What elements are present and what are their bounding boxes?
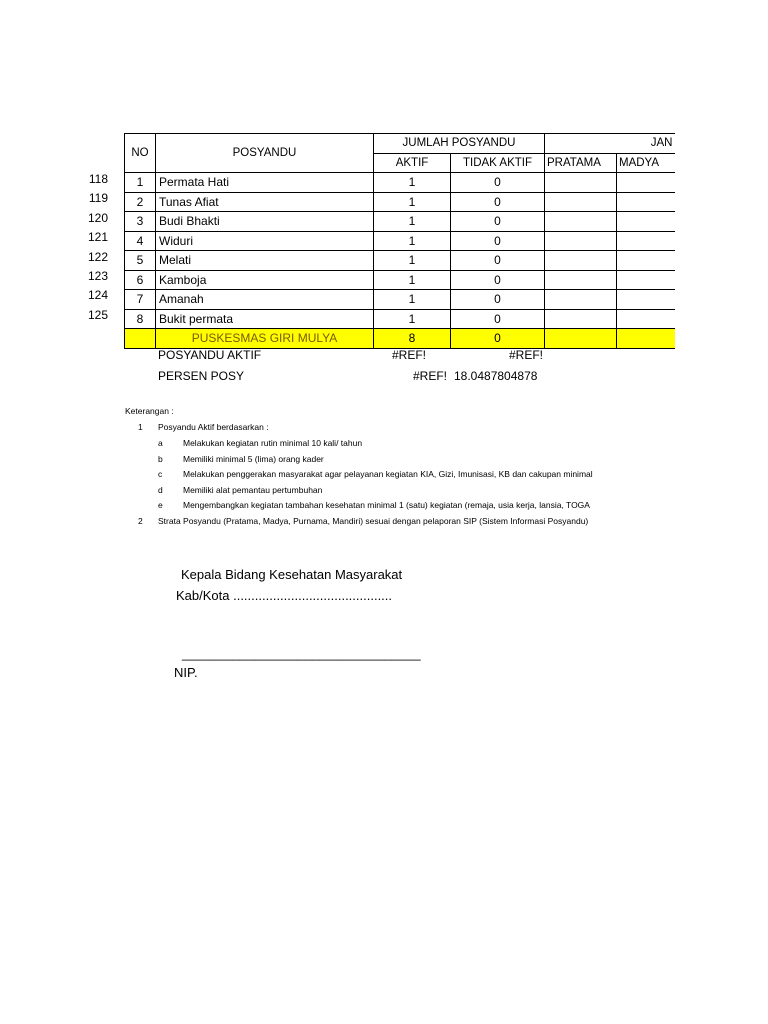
row-aktif: 1: [374, 290, 451, 310]
row-posyandu-name: Tunas Afiat: [156, 192, 374, 212]
row-madya: [617, 192, 675, 212]
total-aktif: 8: [374, 329, 451, 349]
keterangan-sub-text: Melakukan penggerakan masyarakat agar pelayanan kegiatan KIA, Gizi, Imunisasi, KB dan cakupan minimal: [183, 469, 593, 480]
table-row: [125, 251, 675, 271]
table-row: [125, 309, 675, 329]
row-tidak-aktif: 0: [451, 251, 545, 271]
total-madya: [617, 329, 675, 349]
row-pratama: [545, 251, 617, 271]
sheet-row-number: 120: [87, 210, 108, 225]
posyandu-aktif-label: POSYANDU AKTIF: [158, 348, 262, 362]
total-row: [125, 329, 675, 349]
row-posyandu-name: Melati: [156, 251, 374, 271]
row-posyandu-name: Kamboja: [156, 270, 374, 290]
row-posyandu-name: Budi Bhakti: [156, 212, 374, 232]
keterangan-item2-no: 2: [138, 516, 143, 526]
row-no: 2: [125, 192, 156, 212]
row-no: 8: [125, 309, 156, 329]
keterangan-title: Keterangan :: [125, 406, 174, 416]
keterangan-sub-text: Memiliki minimal 5 (lima) orang kader: [183, 453, 324, 464]
keterangan-item2-text: Strata Posyandu (Pratama, Madya, Purnama, Mandiri) sesuai dengan pelaporan SIP (Sistem Informasi Posyandu): [158, 516, 589, 526]
header-tidak-aktif: TIDAK AKTIF: [451, 153, 545, 173]
header-aktif: AKTIF: [374, 153, 451, 173]
row-no: 3: [125, 212, 156, 232]
row-madya: [617, 251, 675, 271]
row-no: 5: [125, 251, 156, 271]
posyandu-aktif-value-2: #REF!: [509, 348, 544, 362]
sheet-row-number: 122: [87, 249, 108, 264]
row-posyandu-name: Widuri: [156, 231, 374, 251]
row-aktif: 1: [374, 270, 451, 290]
header-no: NO: [125, 134, 156, 173]
row-aktif: 1: [374, 231, 451, 251]
row-pratama: [545, 192, 617, 212]
row-no: 6: [125, 270, 156, 290]
row-tidak-aktif: 0: [451, 212, 545, 232]
sheet-row-number: 123: [87, 269, 108, 283]
signature-kab-kota: Kab/Kota ............................................: [176, 588, 393, 603]
table-row: [125, 270, 675, 290]
sheet-row-number: 125: [87, 307, 108, 322]
total-pratama: [545, 329, 617, 349]
row-madya: [617, 290, 675, 310]
row-madya: [617, 309, 675, 329]
header-posyandu: POSYANDU: [156, 134, 374, 173]
row-pratama: [545, 173, 617, 193]
row-tidak-aktif: 0: [451, 290, 545, 310]
sheet-row-number: 119: [88, 191, 108, 206]
header-jumlah-posyandu: JUMLAH POSYANDU: [374, 134, 545, 154]
row-posyandu-name: Bukit permata: [156, 309, 374, 329]
row-pratama: [545, 309, 617, 329]
row-aktif: 1: [374, 212, 451, 232]
sheet-row-number: 121: [87, 230, 108, 245]
signature-title: Kepala Bidang Kesehatan Masyarakat: [181, 567, 403, 582]
keterangan-item1-text: Posyandu Aktif berdasarkan :: [158, 422, 269, 432]
row-tidak-aktif: 0: [451, 309, 545, 329]
row-pratama: [545, 290, 617, 310]
table-row: [125, 192, 675, 212]
sheet-row-number: 118: [88, 172, 108, 186]
keterangan-sub-text: Mengembangkan kegiatan tambahan kesehatan minimal 1 (satu) kegiatan (remaja, usia kerja, lansia, TOGA: [183, 500, 590, 511]
row-madya: [617, 231, 675, 251]
keterangan-item1-no: 1: [138, 422, 143, 432]
row-aktif: 1: [374, 309, 451, 329]
row-posyandu-name: Amanah: [156, 290, 374, 310]
row-pratama: [545, 212, 617, 232]
keterangan-sub-key: e: [158, 500, 163, 511]
header-pratama: PRATAMA: [545, 153, 617, 173]
total-tidak-aktif: 0: [451, 329, 545, 349]
persen-posy-value-1: #REF!: [413, 369, 448, 383]
row-pratama: [545, 231, 617, 251]
total-no-cell: [125, 329, 156, 349]
row-no: 1: [125, 173, 156, 193]
keterangan-sub-key: a: [158, 438, 163, 448]
row-tidak-aktif: 0: [451, 192, 545, 212]
row-no: 4: [125, 231, 156, 251]
signature-nip: NIP.: [174, 665, 198, 680]
sheet-row-number: 124: [87, 288, 108, 303]
persen-posy-value-2: 18.0487804878: [454, 369, 538, 383]
row-aktif: 1: [374, 251, 451, 271]
header-madya: MADYA: [617, 153, 675, 173]
table-row: [125, 290, 675, 310]
row-madya: [617, 212, 675, 232]
keterangan-sub-text: Memiliki alat pemantau pertumbuhan: [183, 484, 323, 495]
row-pratama: [545, 270, 617, 290]
keterangan-sub-key: d: [158, 484, 163, 495]
row-madya: [617, 270, 675, 290]
keterangan-sub-key: b: [158, 453, 163, 464]
table-row: [125, 173, 675, 193]
signature-line: _________________________________: [182, 646, 421, 661]
posyandu-aktif-value-1: #REF!: [392, 348, 427, 362]
persen-posy-label: PERSEN POSY: [158, 369, 245, 383]
row-no: 7: [125, 290, 156, 310]
total-label: PUSKESMAS GIRI MULYA: [156, 329, 374, 349]
keterangan-sub-text: Melakukan kegiatan rutin minimal 10 kali/ tahun: [183, 438, 363, 448]
row-madya: [617, 173, 675, 193]
row-aktif: 1: [374, 173, 451, 193]
table-row: [125, 212, 675, 232]
row-posyandu-name: Permata Hati: [156, 173, 374, 193]
table-row: [125, 231, 675, 251]
posyandu-table: [124, 133, 675, 349]
header-jenis: JAN: [545, 134, 675, 154]
row-tidak-aktif: 0: [451, 270, 545, 290]
row-tidak-aktif: 0: [451, 231, 545, 251]
keterangan-sub-key: c: [158, 469, 163, 480]
row-aktif: 1: [374, 192, 451, 212]
row-tidak-aktif: 0: [451, 173, 545, 193]
